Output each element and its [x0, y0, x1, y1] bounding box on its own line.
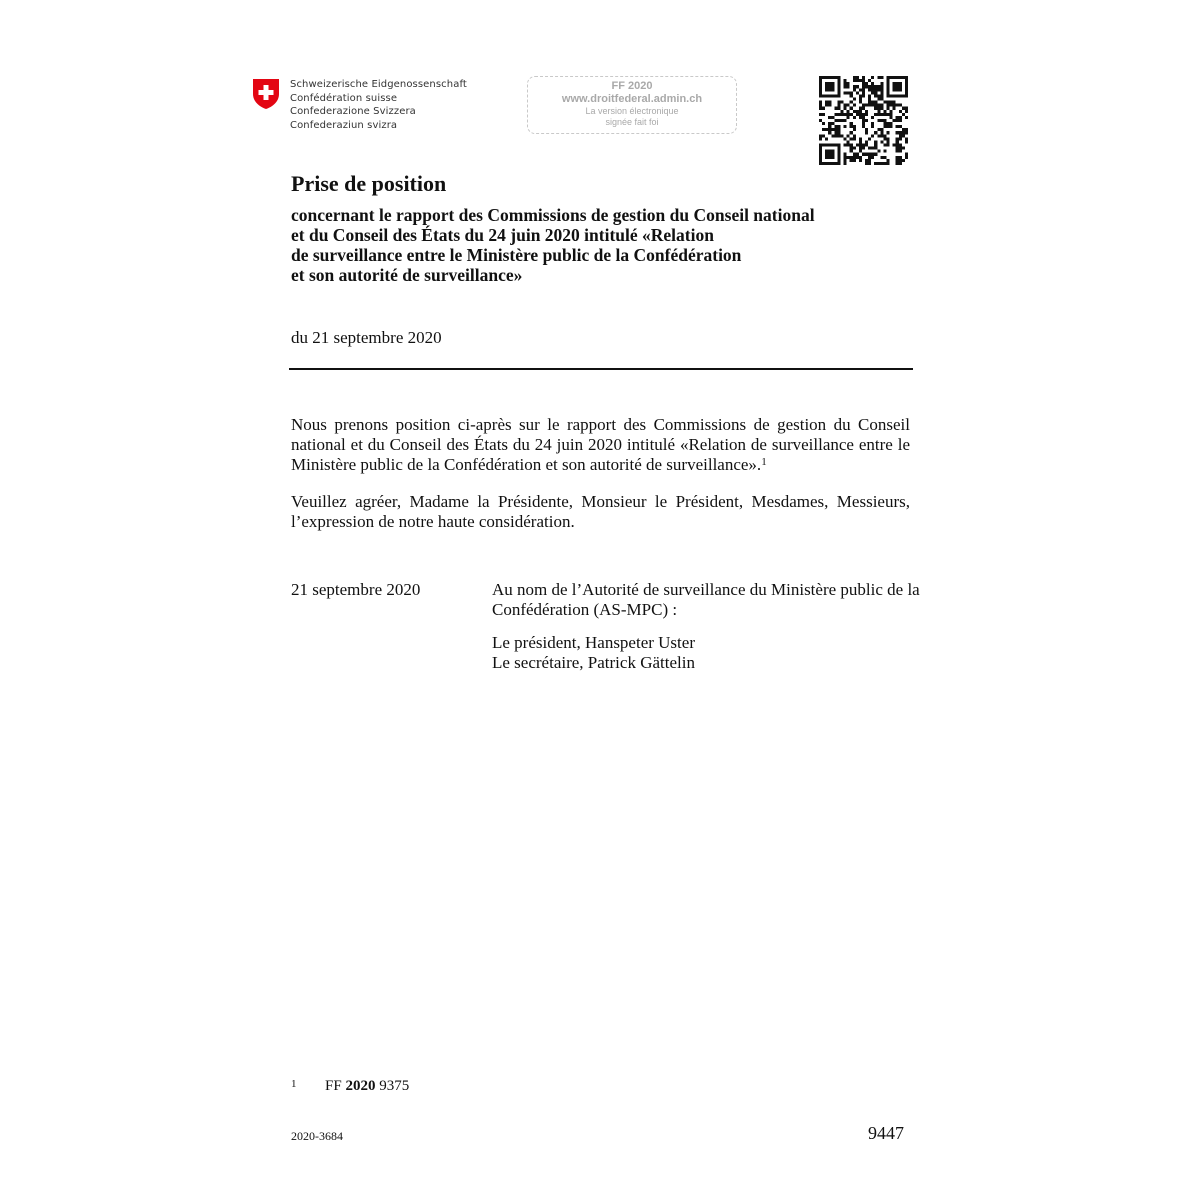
document-date: du 21 septembre 2020 [291, 328, 442, 347]
official-version-stamp [527, 76, 737, 134]
footnote-year: 2020 [345, 1078, 376, 1094]
stamp-reference: FF 2020 [611, 80, 653, 92]
confederation-names [290, 78, 467, 132]
signatory-secretary: Le secrétaire, Patrick Gättelin [492, 653, 695, 672]
confederation-name-fr: Confédération suisse [290, 92, 398, 104]
footnote-number: 1 [291, 1078, 297, 1090]
footnote-prefix: FF [325, 1078, 342, 1094]
body-paragraph-2: Veuillez agréer, Madame la Présidente, Monsieur le Président, Mesdames, Messieurs, l’expression de notre haute considération. [291, 492, 910, 531]
subtitle-line: de surveillance entre le Ministère public de la Confédération [291, 245, 742, 265]
stamp-url: www.droitfederal.admin.ch [561, 93, 703, 105]
document-code: 2020-3684 [291, 1129, 343, 1143]
signature-authority: Au nom de l’Autorité de surveillance du Ministère public de la Confédération (AS-MPC) : [492, 580, 920, 619]
document-subtitle [291, 205, 921, 285]
signature-date: 21 septembre 2020 [291, 580, 421, 599]
footnote-reference[interactable]: 1 [761, 456, 767, 468]
signatories [492, 633, 695, 673]
subtitle-line: et du Conseil des États du 24 juin 2020 intitulé «Relation [291, 225, 714, 245]
swiss-shield-logo [252, 78, 280, 110]
confederation-name-de: Schweizerische Eidgenossenschaft [290, 79, 467, 90]
paragraph-1-text: Nous prenons position ci-après sur le rapport des Commissions de gestion du Conseil national et du Conseil des États du 24 juin 2020 intitulé «Relation de surveillance entre le Ministère public de la Confédération et son autorité de surveillance». [291, 415, 910, 474]
document-title: Prise de position [291, 171, 447, 196]
subtitle-line: concernant le rapport des Commissions de gestion du Conseil national [291, 205, 815, 225]
header-divider [289, 368, 913, 370]
stamp-note-1: La version électronique [585, 106, 679, 116]
confederation-name-rm: Confederaziun svizra [290, 119, 398, 131]
qr-code [819, 76, 908, 165]
confederation-name-it: Confederazione Svizzera [290, 106, 416, 117]
page-number: 9447 [868, 1123, 904, 1143]
footnote-page: 9375 [379, 1078, 410, 1094]
subtitle-line: et son autorité de surveillance» [291, 265, 523, 285]
signatory-president: Le président, Hanspeter Uster [492, 633, 695, 652]
body-paragraph-1 [291, 415, 910, 475]
stamp-note-2: signée fait foi [605, 117, 659, 127]
footnote-text [325, 1078, 409, 1095]
